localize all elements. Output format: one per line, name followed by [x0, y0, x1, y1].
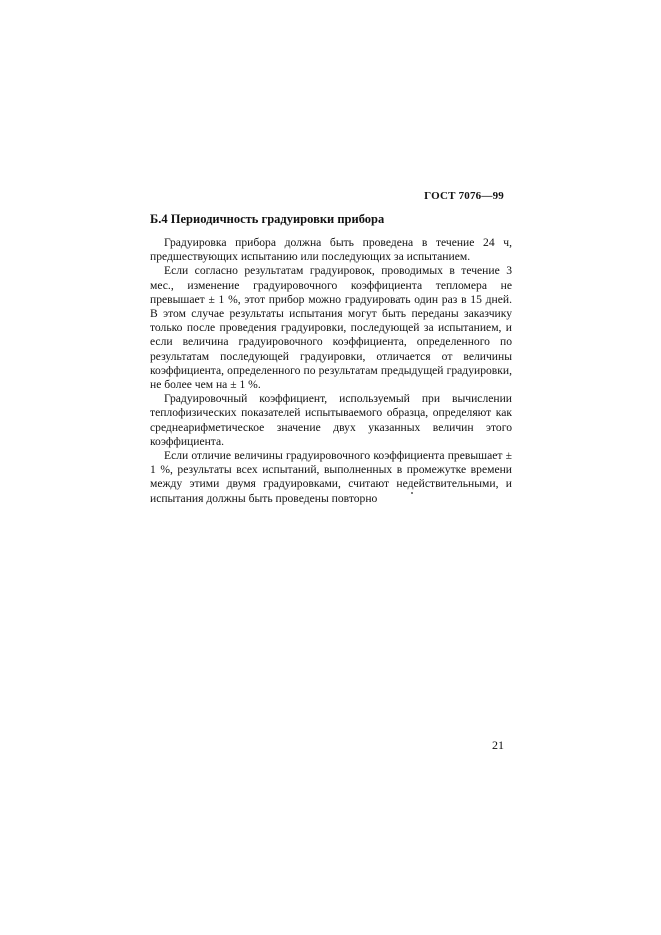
paragraph-calibration-timing: Градуировка прибора должна быть проведена в течение 24 ч, предшествующих испытанию или последующих за испытанием.: [150, 236, 512, 264]
paragraph-calibration-coefficient: Градуировочный коэффициент, используемый при вычислении теплофизических показателей испытываемого образца, определяют как среднеарифметическое значение двух указанных величин этого коэффициента.: [150, 392, 512, 448]
paragraph-calibration-interval: Если согласно результатам градуировок, проводимых в течение 3 мес., изменение градуировочного коэффициента тепломера не превышает ± 1 %, этот прибор можно градуировать один раз в 15 дней. В этом случае результаты испытания могут быть переданы заказчику только после проведения градуировки, последующей за испытанием, и если величина градуировочного коэффициента, определенного по результатам последующей градуировки, отличается от величины коэффициента, определенного по результатам предыдущей градуировки, не более чем на ± 1 %.: [150, 264, 512, 392]
section-title: Б.4 Периодичность градуировки прибора: [150, 212, 385, 226]
document-code-header: ГОСТ 7076—99: [424, 190, 504, 202]
scan-speck: [411, 492, 413, 494]
paragraph-retest-condition: Если отличие величины градуировочного коэффициента превышает ± 1 %, результаты всех испытаний, выполненных в промежутке времени между этими двумя градуировками, считают недействительными, и испытания должны быть проведены повторно: [150, 449, 512, 505]
section-body: [150, 236, 512, 506]
page-number: 21: [492, 738, 504, 752]
